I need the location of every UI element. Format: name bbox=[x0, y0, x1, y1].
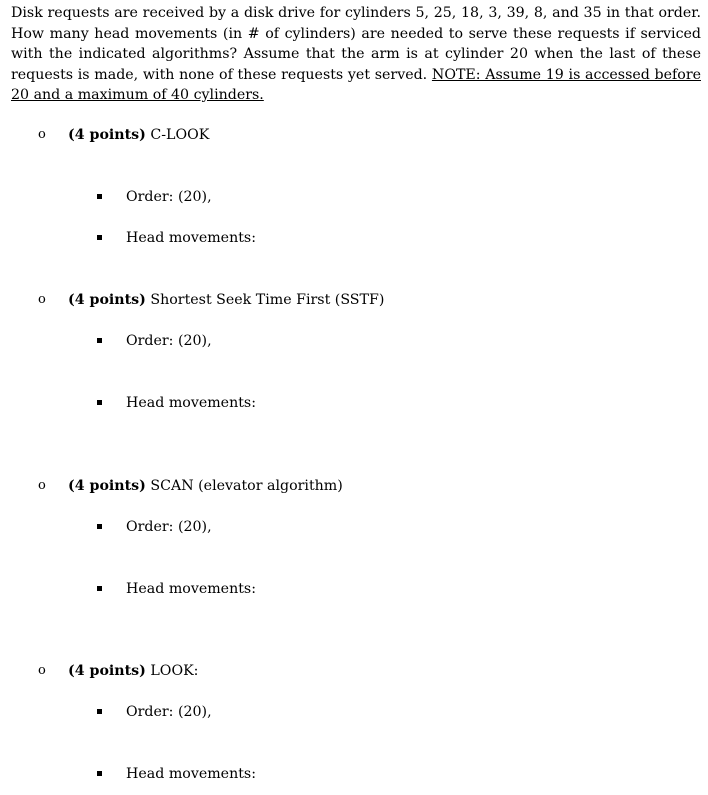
head-movements-label: Head movements: bbox=[126, 766, 256, 782]
question-heading bbox=[68, 124, 209, 146]
question-points: (4 points) bbox=[68, 127, 146, 143]
question-bullet: o bbox=[38, 478, 46, 493]
question-heading bbox=[68, 475, 343, 497]
question-title: LOOK: bbox=[150, 663, 199, 679]
order-label: Order: (20), bbox=[126, 519, 212, 535]
question-heading bbox=[68, 289, 384, 311]
order-label: Order: (20), bbox=[126, 704, 212, 720]
head-movements-label: Head movements: bbox=[126, 581, 256, 597]
square-bullet-icon bbox=[97, 194, 102, 199]
question-points: (4 points) bbox=[68, 663, 146, 679]
square-bullet-icon bbox=[97, 709, 102, 714]
problem-text: Disk requests are received by a disk drive for cylinders 5, 25, 18, 3, 39, 8, and 35 in that order. How many head movements (in # of cylinders) are needed to serve these requests if serviced with the indicated algorithms? Assume that the arm is at cylinder 20 when the last of these requests is made, with none of these requests yet served. bbox=[11, 5, 701, 83]
question-points: (4 points) bbox=[68, 478, 146, 494]
square-bullet-icon bbox=[97, 771, 102, 776]
head-movements-label: Head movements: bbox=[126, 230, 256, 246]
question-bullet: o bbox=[38, 663, 46, 678]
order-label: Order: (20), bbox=[126, 189, 212, 205]
question-bullet: o bbox=[38, 292, 46, 307]
square-bullet-icon bbox=[97, 586, 102, 591]
problem-note: NOTE: Assume 19 is accessed before 20 and a maximum of 40 cylinders. bbox=[11, 66, 701, 103]
question-points: (4 points) bbox=[68, 292, 146, 308]
head-movements-label: Head movements: bbox=[126, 395, 256, 411]
problem-statement bbox=[11, 3, 701, 106]
square-bullet-icon bbox=[97, 400, 102, 405]
square-bullet-icon bbox=[97, 524, 102, 529]
question-title: C-LOOK bbox=[150, 127, 210, 143]
order-label: Order: (20), bbox=[126, 333, 212, 349]
question-title: Shortest Seek Time First (SSTF) bbox=[150, 292, 385, 308]
square-bullet-icon bbox=[97, 338, 102, 343]
question-bullet: o bbox=[38, 127, 46, 142]
question-heading bbox=[68, 660, 198, 682]
square-bullet-icon bbox=[97, 235, 102, 240]
question-title: SCAN (elevator algorithm) bbox=[150, 478, 343, 494]
